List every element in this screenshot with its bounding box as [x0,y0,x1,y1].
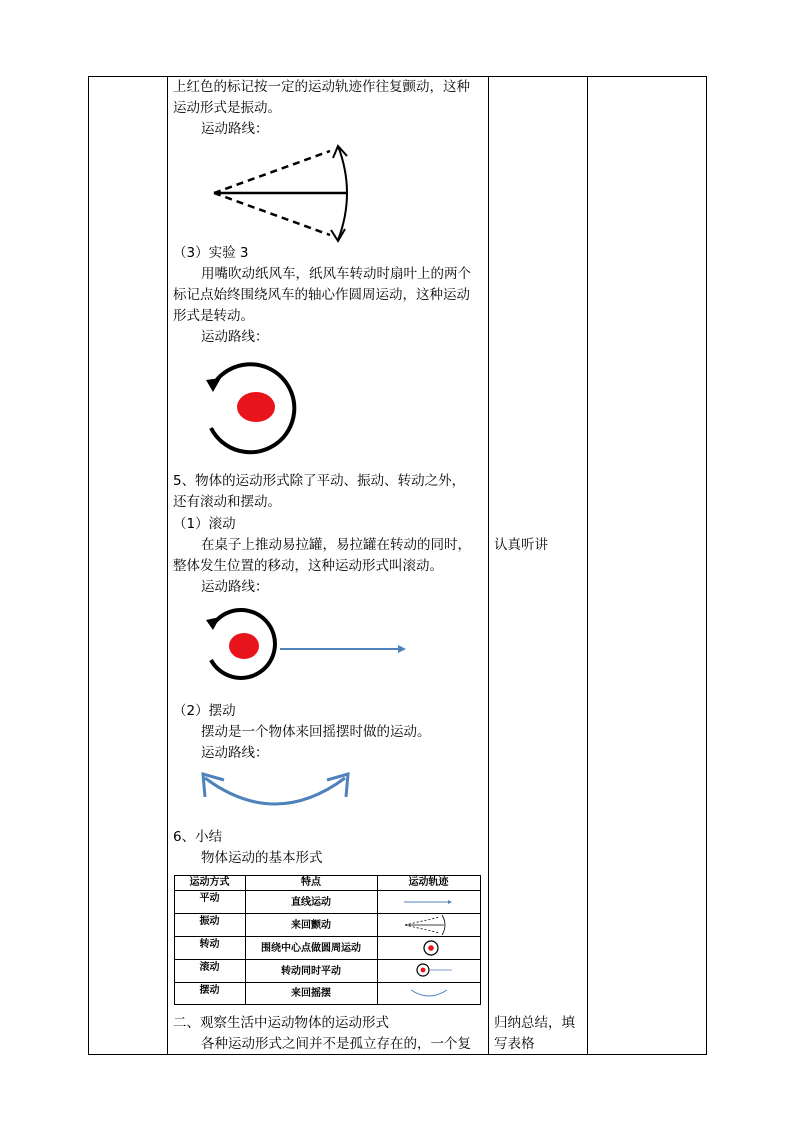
paragraph-line: 在桌子上推动易拉罐，易拉罐在转动的同时， [201,537,471,553]
mini-swing-icon [411,990,447,996]
mini-line-arrow-icon [404,900,452,904]
table-header-cell: 特点 [301,877,321,888]
summary-subtitle: 物体运动的基本形式 [201,850,323,866]
table-cell-feature: 转动同时平动 [281,966,341,977]
table-cell-feature: 直线运动 [291,897,331,908]
table-cell-feature: 来回颤动 [291,920,331,931]
table-cell-type: 转动 [199,939,220,950]
table-cell-feature: 围绕中心点做圆周运动 [261,943,361,954]
paragraph-line: 用嘴吹动纸风车，纸风车转动时扇叶上的两个 [201,266,471,282]
paragraph-line: 形式是转动。 [173,308,254,324]
swing-title: （2）摆动 [173,703,236,719]
table-cell-feature: 来回摇摆 [291,988,331,999]
table-cell-type: 平动 [199,893,220,904]
student-activity: 归纳总结，填 [494,1015,575,1031]
summary-title: 6、小结 [173,829,223,845]
section-5-line: 5、物体的运动形式除了平动、振动、转动之外， [173,473,466,489]
route-label: 运动路线： [201,121,269,137]
section-5-line: 还有滚动和摆动。 [173,494,281,510]
table-header-cell: 运动轨迹 [408,877,449,888]
paragraph-line: 整体发生位置的移动，这种运动形式叫滚动。 [173,558,443,574]
paragraph-line: 上红色的标记按一定的运动轨迹作往复颤动，这种 [173,79,470,95]
table-cell-type: 振动 [199,916,220,927]
mini-rolling-icon [417,964,452,976]
paragraph-line: 各种运动形式之间并不是孤立存在的，一个复 [201,1036,471,1052]
student-activity: 认真听讲 [494,537,548,553]
paragraph-line: 摆动是一个物体来回摇摆时做的运动。 [201,724,431,740]
experiment-3-title: （3）实验 3 [173,245,249,261]
mini-rotation-icon [424,941,438,955]
paragraph-line: 运动形式是振动。 [173,100,281,116]
paragraph-line: 标记点始终围绕风车的轴心作圆周运动，这种运动 [173,287,470,303]
mini-vibration-icon [405,915,445,935]
route-label: 运动路线： [201,579,269,595]
table-cell-type: 滚动 [199,962,220,973]
table-cell-type: 摆动 [199,985,220,996]
section-2-title: 二、观察生活中运动物体的运动形式 [173,1015,389,1031]
table-header-cell: 运动方式 [189,877,230,888]
student-activity: 写表格 [494,1036,535,1052]
rolling-title: （1）滚动 [173,516,236,532]
route-label: 运动路线： [201,745,269,761]
route-label: 运动路线： [201,329,269,345]
